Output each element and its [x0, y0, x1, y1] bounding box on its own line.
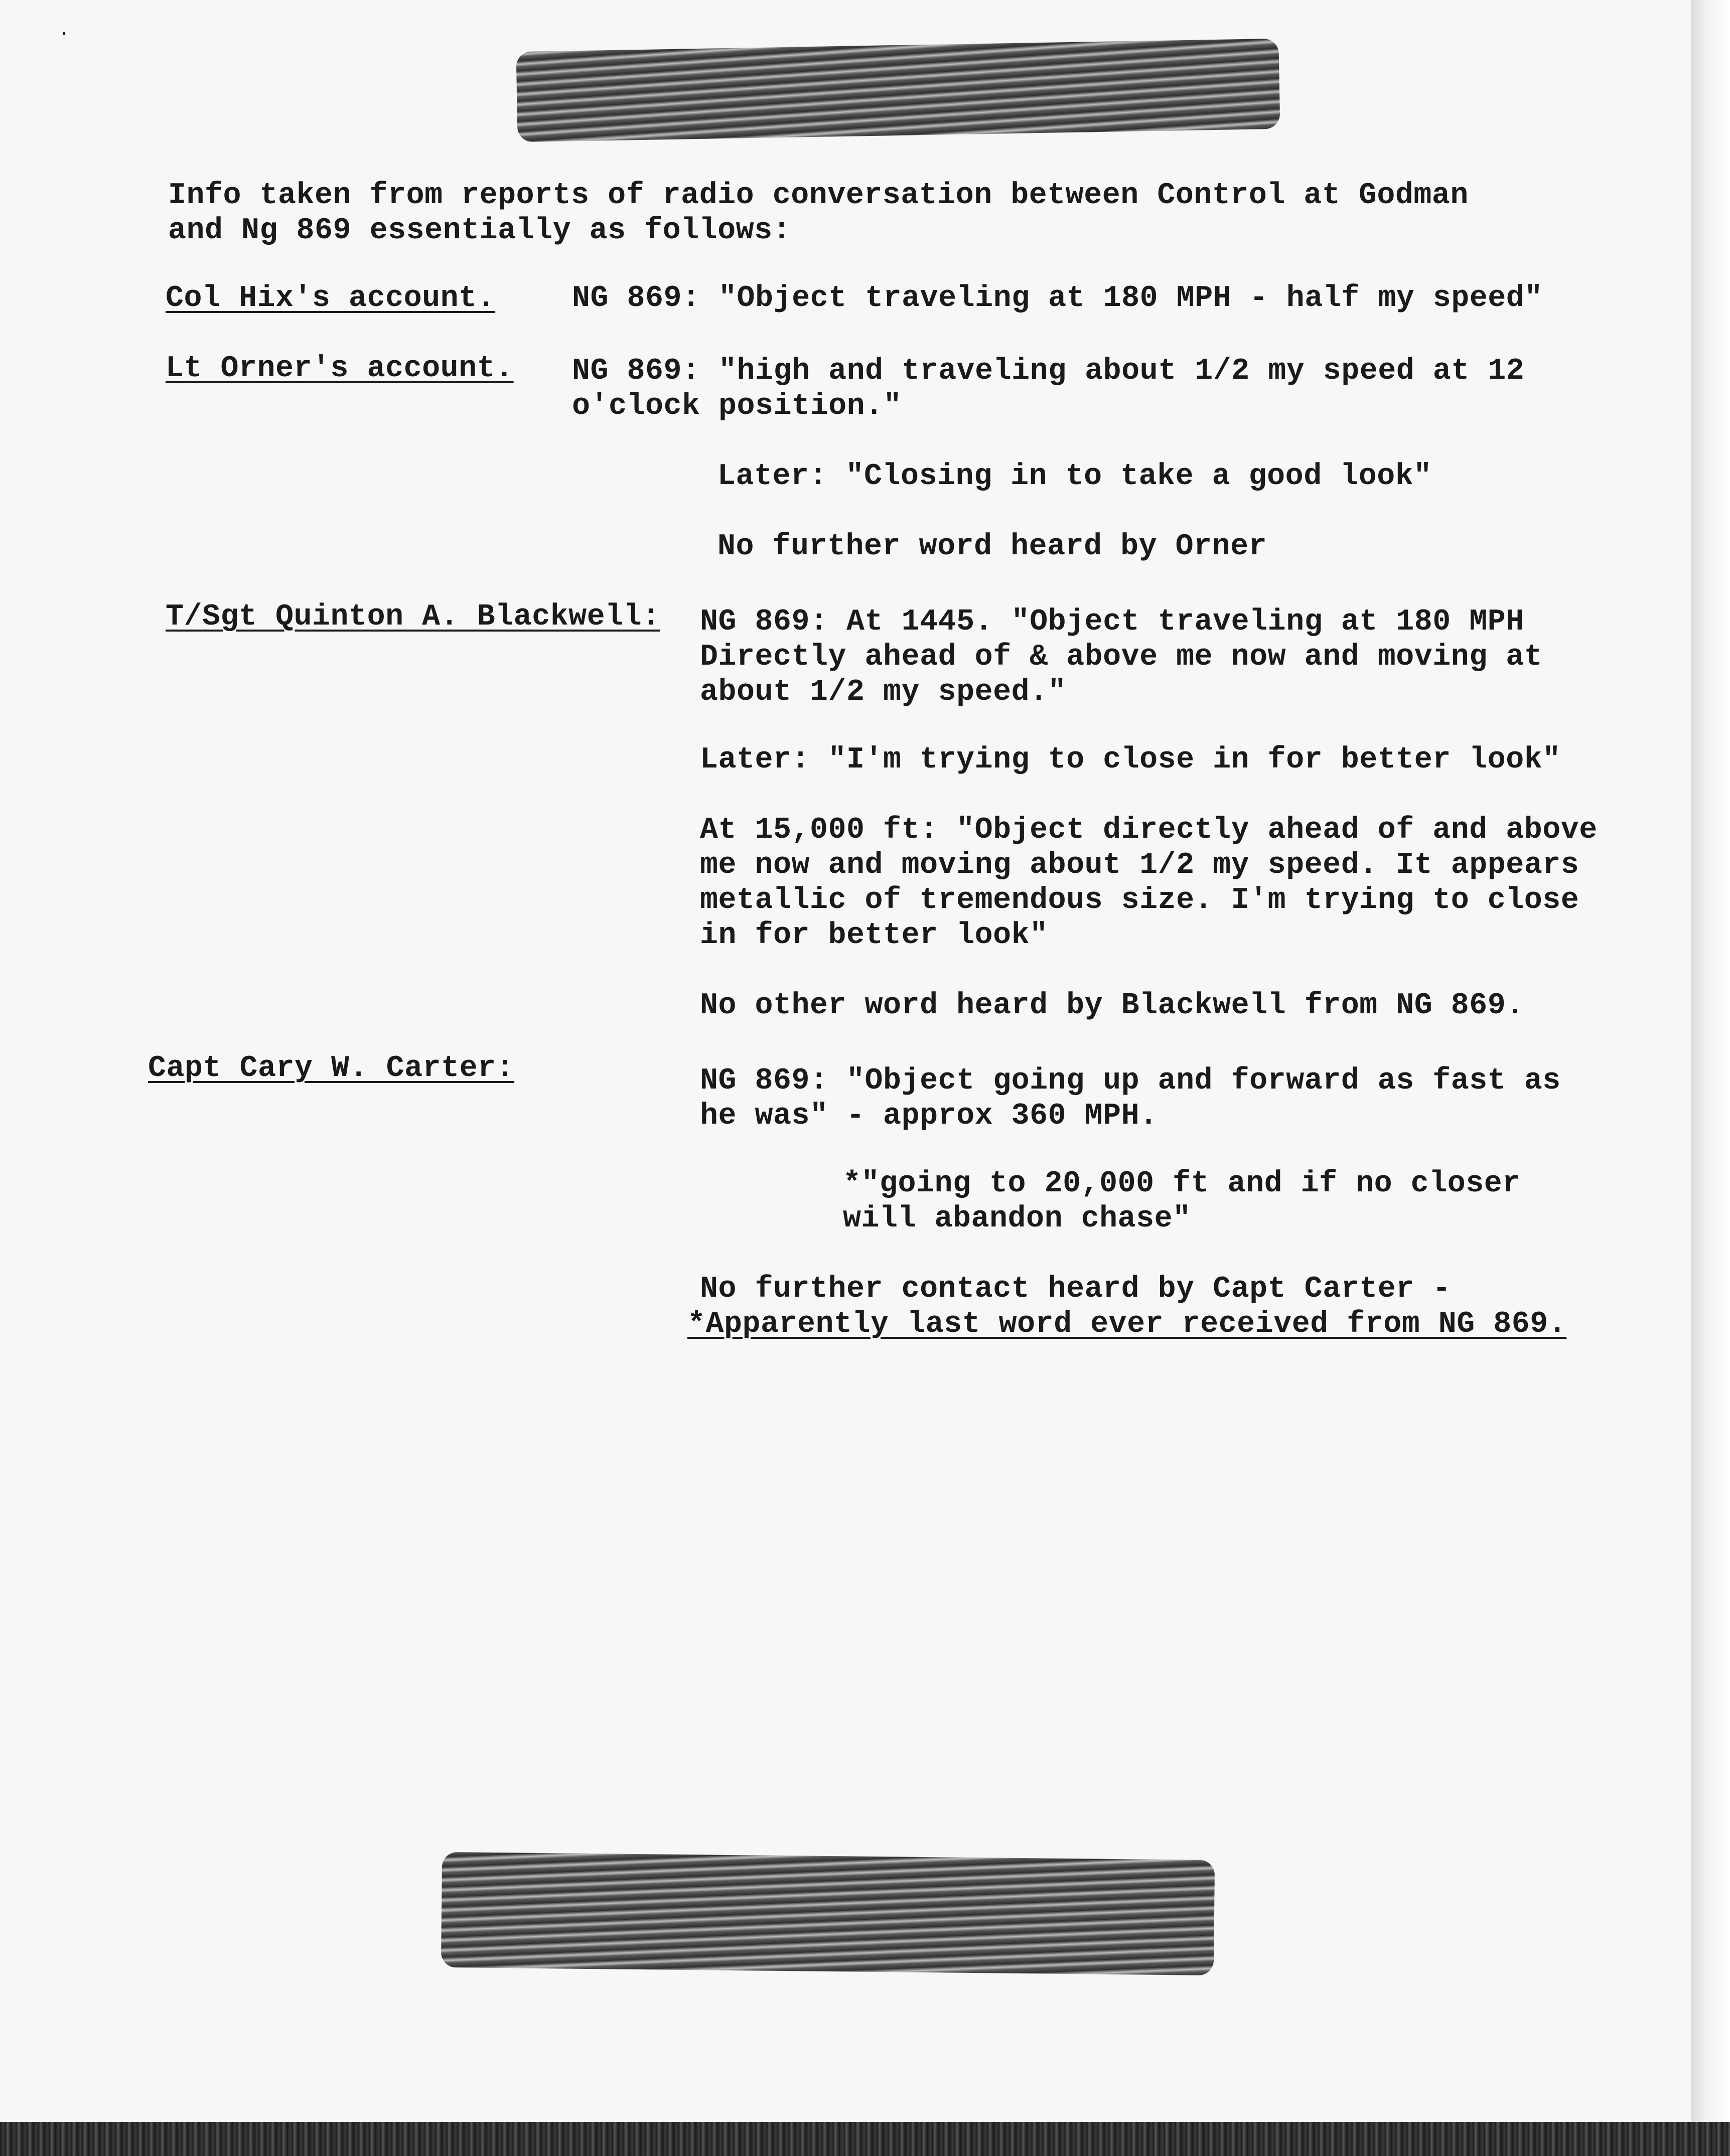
redaction-mark-top — [516, 39, 1280, 142]
account-label-hix: Col Hix's account. — [166, 281, 496, 316]
blackwell-entry-3: At 15,000 ft: "Object directly ahead of and above me now and moving about 1/2 my speed. It appears metallic of tremendous size. I'm trying to close in for better look" — [700, 813, 1598, 953]
carter-entry-4: *Apparently last word ever received from NG 869. — [687, 1307, 1567, 1341]
orner-entry-1: NG 869: "high and traveling about 1/2 my speed at 12 o'clock position." — [572, 354, 1525, 423]
hix-entry-1: NG 869: "Object traveling at 180 MPH - half my speed" — [572, 281, 1543, 316]
account-label-carter: Capt Cary W. Carter: — [148, 1051, 515, 1086]
carter-entry-1: NG 869: "Object going up and forward as fast as he was" - approx 360 MPH. — [700, 1064, 1561, 1133]
carter-entry-3: No further contact heard by Capt Carter - — [700, 1272, 1451, 1306]
scan-edge-right — [1691, 0, 1730, 2156]
redaction-mark-bottom — [441, 1852, 1215, 1975]
intro-paragraph: Info taken from reports of radio conversation between Control at Godman and Ng 869 essentially as follows: — [168, 179, 1469, 248]
blackwell-entry-1: NG 869: At 1445. "Object traveling at 180 MPH Directly ahead of & above me now and moving at about 1/2 my speed." — [700, 605, 1543, 709]
account-label-blackwell: T/Sgt Quinton A. Blackwell: — [166, 600, 660, 634]
blackwell-entry-2: Later: "I'm trying to close in for better look" — [700, 743, 1561, 777]
scan-edge-bottom — [0, 2122, 1730, 2156]
carter-entry-2: *"going to 20,000 ft and if no closer will abandon chase" — [843, 1167, 1521, 1236]
blackwell-entry-4: No other word heard by Blackwell from NG 869. — [700, 989, 1524, 1023]
orner-entry-2: Later: "Closing in to take a good look" — [717, 459, 1432, 494]
account-label-orner: Lt Orner's account. — [166, 352, 514, 386]
orner-entry-3: No further word heard by Orner — [717, 530, 1267, 564]
speck-mark: · — [60, 20, 68, 48]
